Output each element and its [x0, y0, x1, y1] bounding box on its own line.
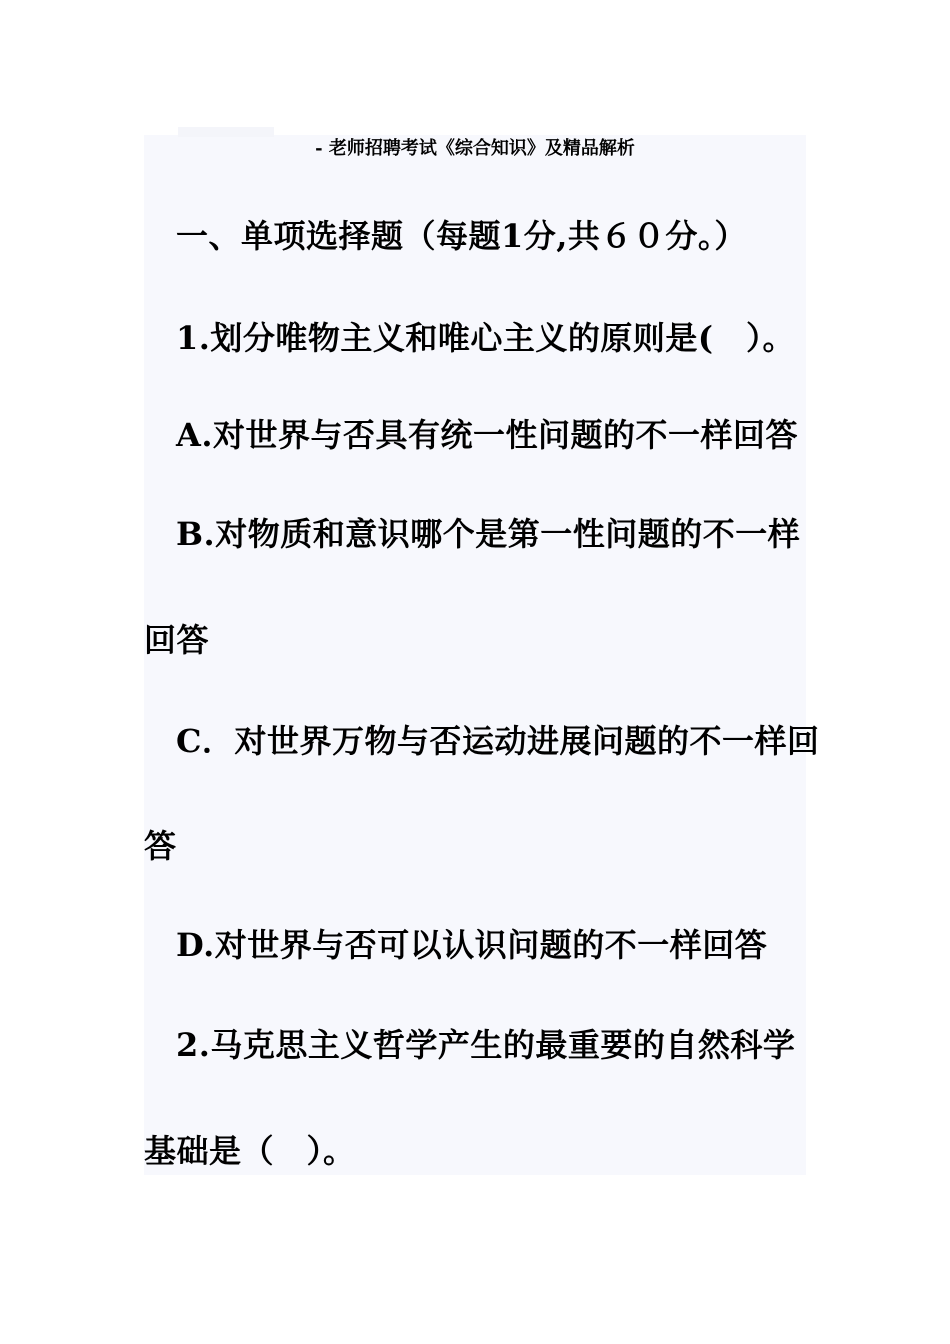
question-1-option-d: D.对世界与否可以认识问题的不一样回答 — [176, 926, 768, 964]
question-2-stem-continuation: 基础是（ ）。 — [144, 1132, 356, 1170]
section-heading: 一、单项选择题（每题1分,共６０分。） — [176, 217, 747, 255]
question-1-stem: 1.划分唯物主义和唯心主义的原则是( ）。 — [176, 319, 796, 357]
question-2-stem: 2.马克思主义哲学产生的最重要的自然科学 — [176, 1026, 796, 1064]
question-1-option-c-continuation: 答 — [144, 827, 177, 865]
question-1-option-a: A.对世界与否具有统一性问题的不一样回答 — [176, 416, 798, 454]
question-1-option-b-continuation: 回答 — [144, 621, 210, 659]
document-page — [144, 135, 806, 1175]
page-header: - 老师招聘考试《综合知识》及精品解析 — [315, 138, 635, 159]
question-1-option-b: B.对物质和意识哪个是第一性问题的不一样 — [176, 515, 801, 553]
question-1-option-c: C．对世界万物与否运动进展问题的不一样回 — [176, 722, 820, 760]
